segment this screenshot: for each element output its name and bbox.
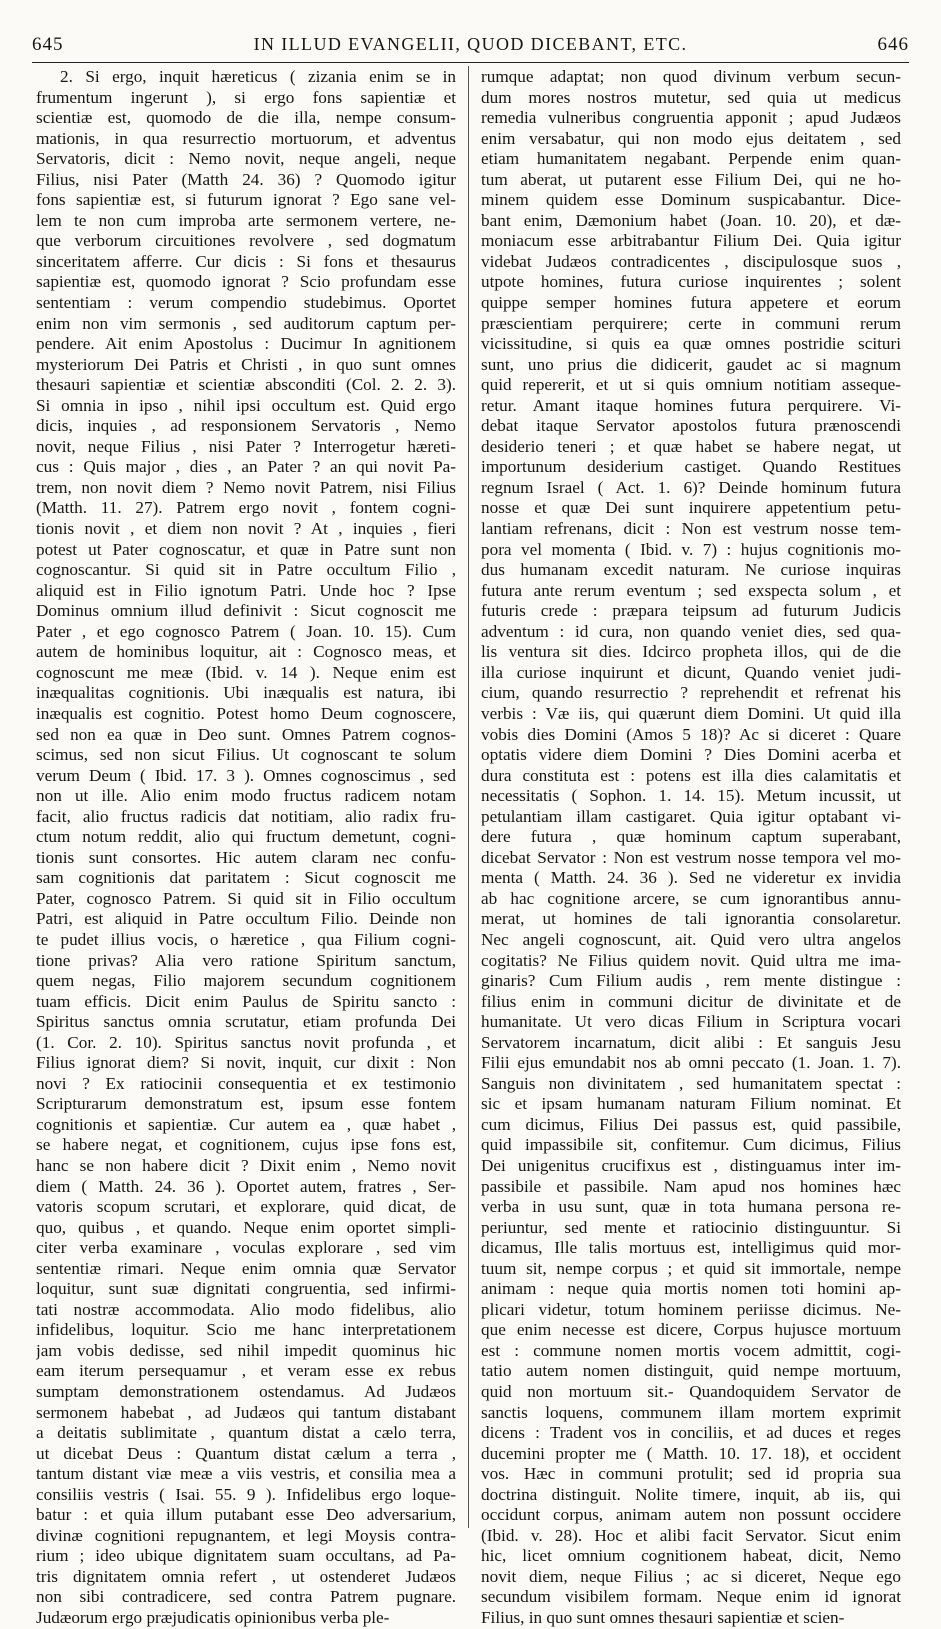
text-line: secundum visibilem formam. Neque enim id ignorat — [481, 1587, 901, 1607]
text-line: Servatorem incarnatum, dicit alibi : Et sanguis Jesu — [481, 1032, 901, 1052]
text-line: petulantiam illam castigaret. Quia igitur optabant vi- — [481, 806, 901, 826]
text-line: quid non mortuum sit.- Quandoquidem Servator de — [481, 1382, 901, 1401]
text-line: illa curiose inquirunt et dicunt, Quando veniet judi- — [481, 662, 901, 682]
text-line: fons sapientiæ est, si futurum ignorat ? Ego sane vel- — [36, 190, 456, 210]
running-header — [32, 34, 909, 60]
text-line: Scripturarum demonstratum est, ipsum esse fontem — [36, 1094, 456, 1114]
text-line: cogitatis? Ne Filius quidem novit. Quid ultra me ima- — [481, 950, 901, 970]
text-line: (1. Cor. 2. 10). Spiritus sanctus novit profunda , et — [36, 1032, 456, 1052]
text-line: Pater , et ego cognosco Patrem ( Joan. 10. 15). Cum — [36, 621, 456, 641]
text-line: hic, licet omnium cognitionem habeat, dicit, Nemo — [481, 1546, 901, 1566]
text-line: jam vobis dedisse, sed nihil impedit quominus hic — [36, 1340, 456, 1360]
left-column — [36, 67, 456, 1629]
text-line: verbis : Væ iis, qui quærunt diem Domini. Ut quid illa — [481, 703, 901, 723]
text-line: Filius, in quo sunt omnes thesauri sapientiæ et scien- — [481, 1608, 845, 1628]
text-line: divinæ cognitioni repugnantem, et legi Moysis contra- — [36, 1525, 456, 1545]
text-line: sermonem habebat , ad Judæos qui tantum distabant — [36, 1402, 456, 1422]
page-number-left: 645 — [32, 34, 64, 55]
text-line: cium, quando resurrectio ? reprehendit et refrenat his — [481, 683, 901, 703]
header-rule — [32, 62, 909, 63]
text-line: moniacum esse arbitrabantur Filium Dei. Quia igitur — [481, 231, 901, 251]
text-line: tris dignitatem omnia refert , ut ostenderet Judæos — [36, 1566, 456, 1586]
text-line: frumentum ingerunt ), si ergo fons sapientiæ et — [36, 87, 456, 107]
text-line: aliquid est in Filio ignotum Patri. Unde hoc ? Ipse — [36, 580, 456, 600]
text-line: pendere. Ait enim Apostolus : Ducimur In agnitionem — [36, 334, 456, 354]
text-line: animam : neque quia mortis nomen toti homini ap- — [481, 1279, 901, 1299]
text-line: non ut ille. Alio enim modo fructus radicem notam — [36, 786, 456, 806]
text-line: plicari videtur, totum hominem periisse dicimus. Ne- — [481, 1299, 901, 1319]
text-line: sam cognitionis dat paritatem : Sicut cognoscit me — [36, 868, 456, 888]
text-line: novi ? Ex ratiocinii consequentia et ex testimonio — [36, 1073, 456, 1093]
text-line: tuam efficis. Dicit enim Paulus de Spiritu sancto : — [36, 991, 456, 1011]
text-line: trem, non novit diem ? Nemo novit Patrem, nisi Filius — [36, 477, 456, 497]
text-line: citer verba examinare , voculas explorare , sed vim — [36, 1238, 456, 1258]
text-line: tionis novit , et diem non novit ? At , inquies , fieri — [36, 519, 456, 539]
text-line: quid impassibile sit, confitemur. Cum dicimus, Filius — [481, 1135, 901, 1155]
column-divider — [468, 66, 469, 1528]
text-line: Sanguis non divinitatem , sed humanitatem spectat : — [481, 1073, 901, 1093]
text-line: tuum sit, nempe corpus ; et quid sit immortale, nempe — [481, 1258, 901, 1278]
text-line: præscientiam perquirere; certe in communi rerum — [481, 313, 901, 333]
text-line: periuntur, sed mente et ratiocinio distinguuntur. Si — [481, 1217, 901, 1237]
text-line: 2. Si ergo, inquit hæreticus ( zizania enim se in — [60, 67, 456, 86]
text-line: utpote homines, futura curiose inquirentes ; solent — [481, 272, 901, 292]
text-line: que verborum circuitiones revolvere , sed dogmatum — [36, 231, 456, 251]
text-line: Dominus omnium illud definivit : Sicut cognoscit me — [36, 601, 456, 621]
text-line: sed non ea quæ in Deo sunt. Omnes Patrem cognos- — [36, 724, 456, 744]
text-line: est : commune nomen mortis vocem admittit, cogi- — [481, 1340, 901, 1360]
text-line: loquitur, sunt suæ dignitati congruentia, sed infirmi- — [36, 1279, 456, 1299]
text-line: quo, quibus , et quando. Neque enim oportet simpli- — [36, 1217, 456, 1237]
text-line: dere futura , quæ hominum captum superabant, — [481, 827, 901, 847]
text-line: hanc se non habere dicit ? Dixit enim , Nemo novit — [36, 1155, 456, 1175]
text-line: novit diem, neque Filius ; ac si diceret, Neque ego — [481, 1566, 901, 1586]
text-line: ab hac cognitione arcere, se cum ignorantibus annu- — [481, 888, 901, 908]
text-line: enim non vim sermonis , sed auditorum captum per- — [36, 313, 456, 333]
text-line: consiliis vestris ( Isai. 55. 9 ). Infidelibus ergo loque- — [36, 1484, 456, 1504]
text-line: batur : et quia illum putabant esse Deo adversarium, — [36, 1505, 456, 1525]
text-line: dicens : Tradent vos in conciliis, et ad duces et reges — [481, 1423, 901, 1443]
text-line: vatoris scopum scrutari, et explorare, quid dicat, de — [36, 1197, 456, 1217]
text-line: nosse et quæ Dei sunt inquirere appetentium petu- — [481, 498, 901, 518]
text-line: lem te non cum improba arte sermonem vertere, ne- — [36, 210, 456, 230]
text-line: debat itaque Servator apostolos futura prænoscendi — [481, 416, 901, 436]
text-line: tione privas? Alia vero ratione Spiritum sanctum, — [36, 950, 456, 970]
text-line: scimus, sed non sicut Filius. Ut cognoscant te solum — [36, 745, 456, 765]
text-line: tionis sunt consortes. Hic autem claram nec confu- — [36, 847, 456, 867]
text-line: eam iterum persequamur , et veram esse ex rebus — [36, 1361, 456, 1381]
text-line: quippe semper homines futura appetere et eorum — [481, 293, 901, 313]
right-column — [481, 67, 901, 1629]
text-line: lantiam refrenans, dicit : Non est vestrum nosse tem- — [481, 519, 901, 539]
text-line: Filius, nisi Pater (Matth 24. 36) ? Quomodo igitur — [36, 169, 456, 189]
text-line: doctrina distinguit. Nolite timere, inquit, ab iis, qui — [481, 1484, 901, 1504]
text-line: etiam humanitatem negabant. Perpende enim quan- — [481, 149, 901, 169]
text-line: potest ut Pater cognoscatur, et quæ in Patre sunt non — [36, 539, 456, 559]
text-line: sumptam demonstrationem ostendamus. Ad Judæos — [36, 1382, 456, 1401]
text-line: mationis, in qua resurrectio mortuorum, et adventus — [36, 128, 456, 148]
text-line: sunt, uno prius die didicerit, gaudet ac si magnum — [481, 354, 901, 374]
text-line: passibile et passibile. Nam apud nos homines hæc — [481, 1176, 901, 1196]
text-line: dicebat Servator : Non est vestrum nosse tempora vel mo- — [481, 847, 901, 867]
text-line: Si omnia in ipso , nihil ipsi occultum est. Quid ergo — [36, 395, 456, 415]
text-line: infidelibus, loquitur. Scio me hanc interpretationem — [36, 1320, 456, 1340]
text-line: minem quidem esse Dominum suspicabantur. Dice- — [481, 190, 901, 210]
text-line: necessitatis ( Sophon. 1. 14. 15). Metum incussit, ut — [481, 786, 901, 806]
text-line: tantum distant viæ meæ a viis vestris, et consilia mea a — [36, 1464, 456, 1484]
text-line: cognoscantur. Si quid sit in Patre occultum Filio , — [36, 560, 456, 580]
text-line: tum aberat, ut putarent esse Filium Dei, qui ne ho- — [481, 169, 901, 189]
text-line: Patri, est aliquid in Patre occultum Filio. Deinde non — [36, 909, 456, 929]
text-line: tatio autem nomen distinguit, quid nempe mortuum, — [481, 1361, 901, 1381]
text-line: sententiæ rimari. Neque enim omnia quæ Servator — [36, 1258, 456, 1278]
text-line: scientiæ est, quomodo de die illa, nempe consum- — [36, 108, 456, 128]
text-line: optatis videre diem Domini ? Dies Domini acerba et — [481, 745, 901, 765]
text-line: adventum : id cura, non quando veniet dies, sed qua- — [481, 621, 901, 641]
text-line: rium ; ideo ubique dignitatem suam occultans, ad Pa- — [36, 1546, 456, 1566]
text-line: humanitate. Ut vero dicas Filium in Scriptura vocari — [481, 1012, 901, 1032]
text-line: thesauri sapientiæ et scientiæ absconditi (Col. 2. 2. 3). — [36, 375, 456, 395]
text-line: importunum desiderium castiget. Quando Restitues — [481, 457, 901, 477]
text-line: facit, alio fructus radicis dat notitiam, alio radix fru- — [36, 806, 456, 826]
text-line: vos. Hæc in communi protulit; sed id propria sua — [481, 1464, 901, 1484]
text-line: tati nostræ accommodata. Alio modo fidelibus, alio — [36, 1299, 456, 1319]
text-line: quem negas, Filio majorem secundum cognitionem — [36, 971, 456, 991]
text-line: inæqualis est cognitio. Potest homo Deum cognoscere, — [36, 703, 456, 723]
page-number-right: 646 — [877, 34, 909, 55]
text-line: vicissitudine, si quis ea quæ omnes postridie scituri — [481, 334, 901, 354]
text-line: futuris crede : præpara teipsum ad futurum Judicis — [481, 601, 901, 621]
text-line: regnum Israel ( Act. 1. 6)? Deinde hominum futura — [481, 477, 901, 497]
text-line: occidunt corpus, animam autem non possunt occidere — [481, 1505, 901, 1525]
text-line: Dei unigenitus crucifixus est , distinguamus inter im- — [481, 1155, 901, 1175]
text-line: se habere negat, et cognitionem, cujus ipse fons est, — [36, 1135, 456, 1155]
text-line: cus : Quis major , dies , an Pater ? an qui novit Pa- — [36, 457, 456, 477]
text-line: diem ( Matth. 24. 36 ). Oportet autem, fratres , Ser- — [36, 1176, 456, 1196]
text-line: a deitatis sublimitate , quantum distat a cælo terra, — [36, 1423, 456, 1443]
text-line: futura ante rerum eventum ; sed exspecta solum , et — [481, 580, 901, 600]
text-line: menta ( Matth. 24. 36 ). Sed ne videretur ex invidia — [481, 868, 901, 888]
text-line: dus humanam excedit naturam. Ne curiose inquiras — [481, 560, 901, 580]
text-line: inæqualitas cognitionis. Ubi inæqualis est natura, ibi — [36, 683, 456, 703]
text-line: filius enim in communi dicitur de divinitate et de — [481, 991, 901, 1011]
text-line: cognoscunt me meæ (Ibid. v. 14 ). Neque enim est — [36, 662, 456, 682]
text-line: rumque adaptat; non quod divinum verbum secun- — [481, 67, 901, 86]
text-line: que enim necesse est dicere, Corpus hujusce mortuum — [481, 1320, 901, 1340]
text-line: dura constituta est : potens est illa dies calamitatis et — [481, 765, 901, 785]
text-line: ctum notum reddit, alio qui fructum demetunt, cogni- — [36, 827, 456, 847]
text-line: Pater, cognosco Patrem. Si quid sit in Filio occultum — [36, 888, 456, 908]
text-line: remedia vulneribus congruentia apponit ; apud Judæos — [481, 108, 901, 128]
text-line: vobis dies Domini (Amos 5 18)? Ac si diceret : Quare — [481, 724, 901, 744]
text-line: Filii ejus emundabit nos ab omni peccato (1. Joan. 1. 7). — [481, 1053, 901, 1073]
text-line: ginaris? Cum Filium audis , rem mente distingue : — [481, 971, 901, 991]
text-line: non sibi contradicere, sed contra Patrem pugnare. — [36, 1587, 456, 1607]
text-line: verba in usu sunt, quæ in tota humana persona re- — [481, 1197, 901, 1217]
text-line: pora vel momenta ( Ibid. v. 7) : hujus cognitionis mo- — [481, 539, 901, 559]
text-line: Servatoris, dicit : Nemo novit, neque angeli, neque — [36, 149, 456, 169]
text-line: cum dicimus, Filius Dei passus est, quid passibile, — [481, 1114, 901, 1134]
text-line: ducemini propter me ( Matth. 10. 17. 18), et occident — [481, 1443, 901, 1463]
text-line: mysteriorum Dei Patris et Christi , in quo sunt omnes — [36, 354, 456, 374]
text-line: sic et ipsam humanam naturam Filium nominat. Et — [481, 1094, 901, 1114]
text-line: dicis, inquies , ad responsionem Servatoris , Nemo — [36, 416, 456, 436]
text-line: (Ibid. v. 28). Hoc et alibi facit Servator. Sicut enim — [481, 1525, 901, 1545]
text-line: desiderio teneri ; et quæ habet se habere negat, ut — [481, 436, 901, 456]
text-line: dum mores nostros mutetur, sed quia ut medicus — [481, 87, 901, 107]
text-line: bant enim, Dæmonium habet (Joan. 10. 20), et dæ- — [481, 210, 901, 230]
text-line: videbat Judæos contradicentes , discipulosque suos , — [481, 251, 901, 271]
text-line: sanctis loquens, communem illam mortem exprimit — [481, 1402, 901, 1422]
text-line: quid repererit, et ut si quis omnium notitiam asseque- — [481, 375, 901, 395]
text-line: Judæorum ergo præjudicatis opinionibus verba ple- — [36, 1608, 390, 1628]
text-line: cognitionis et sapientiæ. Cur autem ea , quæ habet , — [36, 1114, 456, 1134]
text-line: dicamus, Ille talis mortuus est, intelligimus quid mor- — [481, 1238, 901, 1258]
text-line: sinceritatem afferre. Cur dicis : Si fons et thesaurus — [36, 251, 456, 271]
text-line: sententiam : verum compendio studebimus. Oportet — [36, 293, 456, 313]
text-line: retur. Amant itaque homines futura perquirere. Vi- — [481, 395, 901, 415]
text-line: Nec angeli cognoscunt, ait. Quid vero ultra angelos — [481, 929, 901, 949]
text-line: Filius ignorat diem? Si novit, inquit, cur dixit : Non — [36, 1053, 456, 1073]
text-line: ut dicebat Deus : Quantum distat cælum a terra , — [36, 1443, 456, 1463]
text-line: sapientiæ est, quomodo ignorat ? Scio profundam esse — [36, 272, 456, 292]
text-line: merat, ut homines de tali ignorantia consolaretur. — [481, 909, 901, 929]
text-line: Spiritus sanctus omnia scrutatur, etiam profunda Dei — [36, 1012, 456, 1032]
running-title: IN ILLUD EVANGELII, QUOD DICEBANT, ETC. — [253, 34, 688, 54]
text-line: novit, neque Filius , nisi Pater ? Interrogetur hæreti- — [36, 436, 456, 456]
text-line: te pudet illius vocis, o hæretice , qua Filium cogni- — [36, 929, 456, 949]
text-line: autem de hominibus loquitur, ait : Cognosco meas, et — [36, 642, 456, 662]
text-line: verum Deum ( Ibid. 17. 3 ). Omnes cognoscimus , sed — [36, 765, 456, 785]
text-line: (Matth. 11. 27). Patrem ergo novit , fontem cogni- — [36, 498, 456, 518]
text-line: lis ventura sit dies. Idcirco propheta illos, qui de die — [481, 642, 901, 662]
text-line: enim versabatur, qui non modo ejus deitatem , sed — [481, 128, 901, 148]
